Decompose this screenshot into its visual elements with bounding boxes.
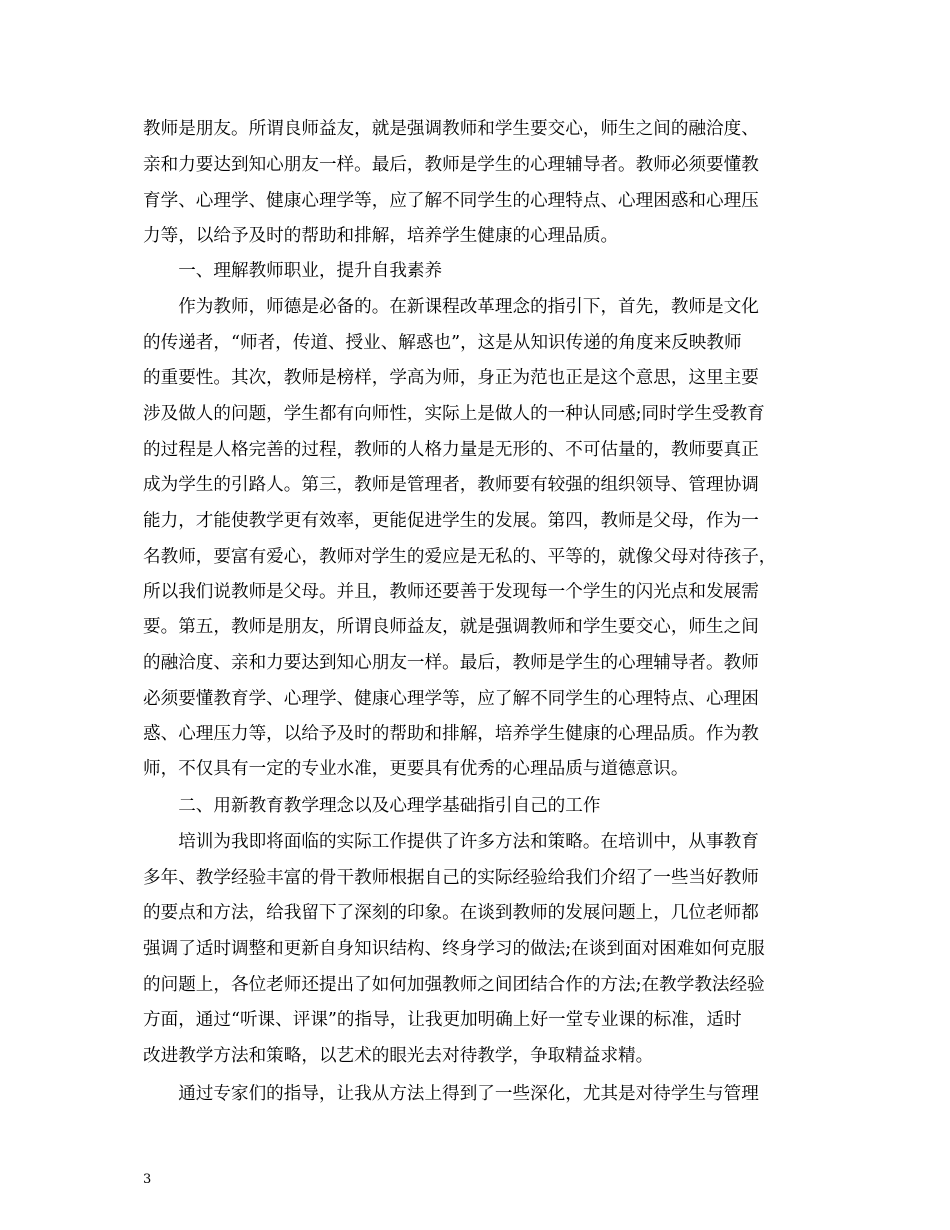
- text-line: 培训为我即将面临的实际工作提供了许多方法和策略。在培训中，从事教育: [143, 832, 759, 852]
- text-line: 师，不仅具有一定的专业水准，更要具有优秀的心理品质与道德意识。: [143, 759, 689, 779]
- text-line: 必须要懂教育学、心理学、健康心理学等，应了解不同学生的心理特点、心理困: [143, 689, 759, 709]
- text-line: 作为教师，师德是必备的。在新课程改革理念的指引下，首先，教师是文化: [143, 297, 759, 317]
- text-line: 方面，通过“听课、评课”的指导，让我更加明确上好一堂专业课的标准，适时: [143, 1010, 742, 1030]
- text-line: 要。第五，教师是朋友，所谓良师益友，就是强调教师和学生要交心，师生之间: [143, 617, 759, 637]
- text-line: 的重要性。其次，教师是榜样，学高为师，身正为范也正是这个意思，这里主要: [143, 368, 759, 388]
- text-line: 二、用新教育教学理念以及心理学基础指引自己的工作: [143, 796, 601, 816]
- text-line: 的融洽度、亲和力要达到知心朋友一样。最后，教师是学生的心理辅导者。教师: [143, 653, 759, 673]
- text-line: 能力，才能使教学更有效率，更能促进学生的发展。第四，教师是父母，作为一: [143, 511, 759, 531]
- text-line: 惑、心理压力等，以给予及时的帮助和排解，培养学生健康的心理品质。作为教: [143, 724, 759, 744]
- text-line: 一、理解教师职业，提升自我素养: [143, 261, 443, 281]
- text-line: 强调了适时调整和更新自身知识结构、终身学习的做法;在谈到面对困难如何克服: [143, 939, 765, 959]
- text-line: 育学、心理学、健康心理学等，应了解不同学生的心理特点、心理困惑和心理压: [143, 191, 759, 211]
- text-line: 的要点和方法，给我留下了深刻的印象。在谈到教师的发展问题上，几位老师都: [143, 903, 759, 923]
- text-line: 多年、教学经验丰富的骨干教师根据自己的实际经验给我们介绍了一些当好教师: [143, 868, 759, 888]
- page-number: 3: [143, 1172, 152, 1187]
- text-line: 改进教学方法和策略，以艺术的眼光去对待教学，争取精益求精。: [143, 1046, 654, 1066]
- text-line: 亲和力要达到知心朋友一样。最后，教师是学生的心理辅导者。教师必须要懂教: [143, 155, 759, 175]
- text-line: 所以我们说教师是父母。并且，教师还要善于发现每一个学生的闪光点和发展需: [143, 582, 759, 602]
- text-line: 的过程是人格完善的过程，教师的人格力量是无形的、不可估量的，教师要真正: [143, 440, 759, 460]
- text-line: 成为学生的引路人。第三，教师是管理者，教师要有较强的组织领导、管理协调: [143, 475, 759, 495]
- text-line: 的传递者，“师者，传道、授业、解惑也”，这是从知识传递的角度来反映教师: [143, 333, 742, 353]
- text-line: 涉及做人的问题，学生都有向师性，实际上是做人的一种认同感;同时学生受教育: [143, 404, 765, 424]
- text-line: 教师是朋友。所谓良师益友，就是强调教师和学生要交心，师生之间的融洽度、: [143, 119, 759, 139]
- text-line: 通过专家们的指导，让我从方法上得到了一些深化，尤其是对待学生与管理: [143, 1084, 759, 1104]
- text-line: 力等，以给予及时的帮助和排解，培养学生健康的心理品质。: [143, 226, 619, 246]
- text-line: 名教师，要富有爱心，教师对学生的爱应是无私的、平等的，就像父母对待孩子，: [143, 547, 777, 567]
- text-line: 的问题上，各位老师还提出了如何加强教师之间团结合作的方法;在教学教法经验: [143, 975, 765, 995]
